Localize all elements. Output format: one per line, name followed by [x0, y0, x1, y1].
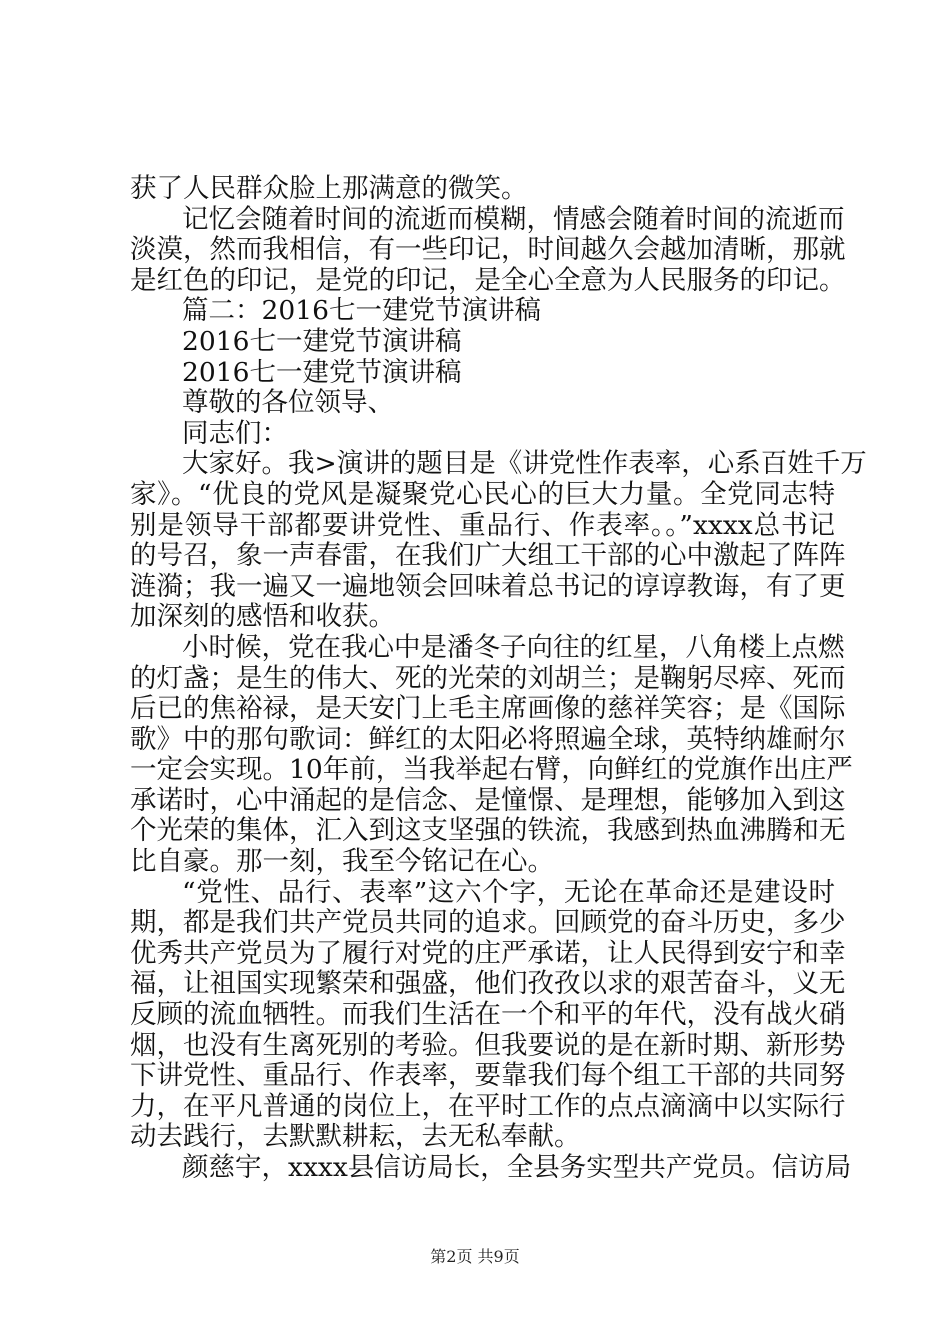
text-line: 大家好。我>演讲的题目是《讲党性作表率，心系百姓千万	[182, 448, 867, 480]
text-line: 加深刻的感悟和收获。	[130, 601, 395, 633]
text-line: 家》。“优良的党风是凝聚党心民心的巨大力量。全党同志特	[130, 478, 835, 510]
text-line: 小时候，党在我心中是潘冬子向往的红星，八角楼上点燃	[182, 631, 845, 663]
text-line: 一定会实现。10年前，当我举起右臂，向鲜红的党旗作出庄严	[130, 754, 853, 786]
text-line: 动去践行，去默默耕耘，去无私奉献。	[130, 1121, 581, 1153]
text-line: 下讲党性、重品行、作表率，要靠我们每个组工干部的共同努	[130, 1060, 846, 1092]
text-line: 2016七一建党节演讲稿	[182, 325, 462, 357]
text-line: “党性、品行、表率”这六个字，无论在革命还是建设时	[182, 876, 835, 908]
text-line: 比自豪。那一刻，我至今铭记在心。	[130, 846, 554, 878]
text-line: 歌》中的那句歌词：鲜红的太阳必将照遍全球，英特纳雄耐尔	[130, 723, 846, 755]
text-line: 别是领导干部都要讲党性、重品行、作表率。。”xxxx总书记	[130, 509, 835, 541]
text-line: 涟漪；我一遍又一遍地领会回味着总书记的谆谆教诲，有了更	[130, 570, 846, 602]
text-line: 力，在平凡普通的岗位上，在平时工作的点点滴滴中以实际行	[130, 1090, 846, 1122]
text-line: 的灯盏；是生的伟大、死的光荣的刘胡兰；是鞠躬尽瘁、死而	[130, 662, 846, 694]
text-line: 记忆会随着时间的流逝而模糊，情感会随着时间的流逝而	[182, 203, 845, 235]
document-body	[130, 173, 867, 1184]
text-line: 反顾的流血牺牲。而我们生活在一个和平的年代，没有战火硝	[130, 999, 846, 1031]
text-line: 同志们：	[182, 417, 288, 449]
text-line: 获了人民群众脸上那满意的微笑。	[130, 173, 528, 204]
page-footer: 第2页 共9页	[430, 1247, 520, 1266]
text-line: 个光荣的集体，汇入到这支坚强的铁流，我感到热血沸腾和无	[130, 815, 846, 847]
text-line: 是红色的印记，是党的印记，是全心全意为人民服务的印记。	[130, 264, 846, 296]
text-line: 篇二：2016七一建党节演讲稿	[182, 295, 541, 327]
text-line: 优秀共产党员为了履行对党的庄严承诺，让人民得到安宁和幸	[130, 937, 846, 969]
text-line: 淡漠，然而我相信，有一些印记，时间越久会越加清晰，那就	[130, 234, 846, 266]
text-line: 福，让祖国实现繁荣和强盛，他们孜孜以求的艰苦奋斗，义无	[130, 968, 846, 1000]
text-line: 的号召，象一声春雷，在我们广大组工干部的心中激起了阵阵	[130, 540, 846, 572]
text-line: 期，都是我们共产党员共同的追求。回顾党的奋斗历史，多少	[130, 907, 846, 939]
text-line: 烟，也没有生离死别的考验。但我要说的是在新时期、新形势	[130, 1029, 846, 1061]
text-line: 颜慈宇，xxxx县信访局长，全县务实型共产党员。信访局	[182, 1152, 852, 1183]
text-line: 承诺时，心中涌起的是信念、是憧憬、是理想，能够加入到这	[130, 784, 846, 816]
text-line: 后已的焦裕禄，是天安门上毛主席画像的慈祥笑容；是《国际	[130, 693, 846, 725]
text-line: 2016七一建党节演讲稿	[182, 356, 462, 388]
text-line: 尊敬的各位领导、	[182, 387, 394, 419]
